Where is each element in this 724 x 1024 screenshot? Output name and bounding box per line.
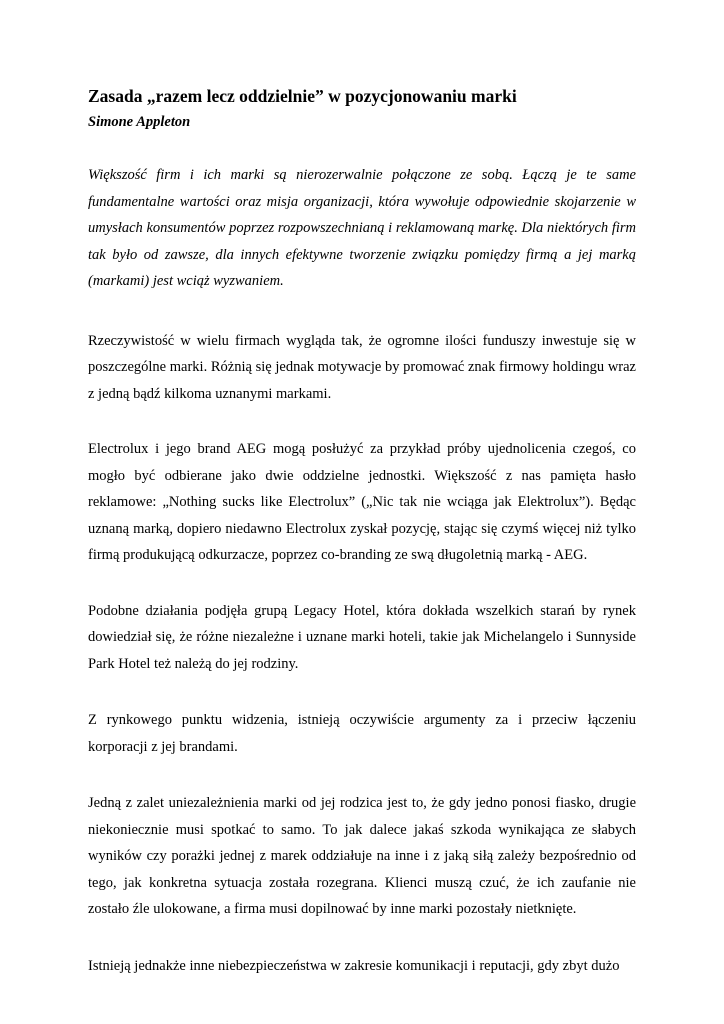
document-page [88, 84, 636, 979]
body-paragraph-4: Z rynkowego punktu widzenia, istnieją oczywiście argumenty za i przeciw łączeniu korporacji z jej brandami. [88, 712, 636, 755]
body-paragraph-5: Jedną z zalet uniezależnienia marki od jej rodzica jest to, że gdy jedno ponosi fiasko, drugie niekoniecznie musi spotkać to samo. To jak dalece jakaś szkoda wynikająca ze słabych wyników czy porażki jednej z marek oddziałuje na inne i z jaką siłą zależy bezpośrednio od tego, jak konkretna sytuacja została rozegrana. Klienci muszą czuć, że ich zaufanie nie zostało źle ulokowane, a firma musi dopilnować by inne marki pozostały nietknięte. [88, 795, 636, 917]
document-title: Zasada „razem lecz oddzielnie” w pozycjonowaniu marki [88, 86, 517, 106]
document-author: Simone Appleton [88, 114, 191, 130]
lead-paragraph: Większość firm i ich marki są nierozerwalnie połączone ze sobą. Łączą je te same fundamentalne wartości oraz misja organizacji, która wywołuje odpowiednie skojarzenie w umysłach konsumentów poprzez rozpowszechnianą i reklamowaną markę. Dla niektórych firm tak było od zawsze, dla innych efektywne tworzenie związku pomiędzy firmą a jej marką (markami) jest wciąż wyzwaniem. [88, 167, 636, 289]
body-paragraph-1: Rzeczywistość w wielu firmach wygląda tak, że ogromne ilości funduszy inwestuje się w poszczególne marki. Różnią się jednak motywacje by promować znak firmowy holdingu wraz z jedną bądź kilkoma uznanymi markami. [88, 332, 636, 402]
body-paragraph-3: Podobne działania podjęła grupą Legacy Hotel, która dokłada wszelkich starań by rynek dowiedział się, że różne niezależne i uznane marki hoteli, takie jak Michelangelo i Sunnyside Park Hotel też należą do jej rodziny. [88, 602, 636, 672]
body-paragraph-6: Istnieją jednakże inne niebezpieczeństwa w zakresie komunikacji i reputacji, gdy zbyt dużo [88, 957, 620, 974]
body-paragraph-2: Electrolux i jego brand AEG mogą posłużyć za przykład próby ujednolicenia czegoś, co mogło być odbierane jako dwie oddzielne jednostki. Większość z nas pamięta hasło reklamowe: „Nothing sucks like Electrolux” („Nic tak nie wciąga jak Elektrolux”). Będąc uznaną marką, dopiero niedawno Electrolux zyskał pozycję, stając się czymś więcej niż tylko firmą produkującą odkurzacze, poprzez co-branding ze swą długoletnią marką - AEG. [88, 441, 636, 563]
